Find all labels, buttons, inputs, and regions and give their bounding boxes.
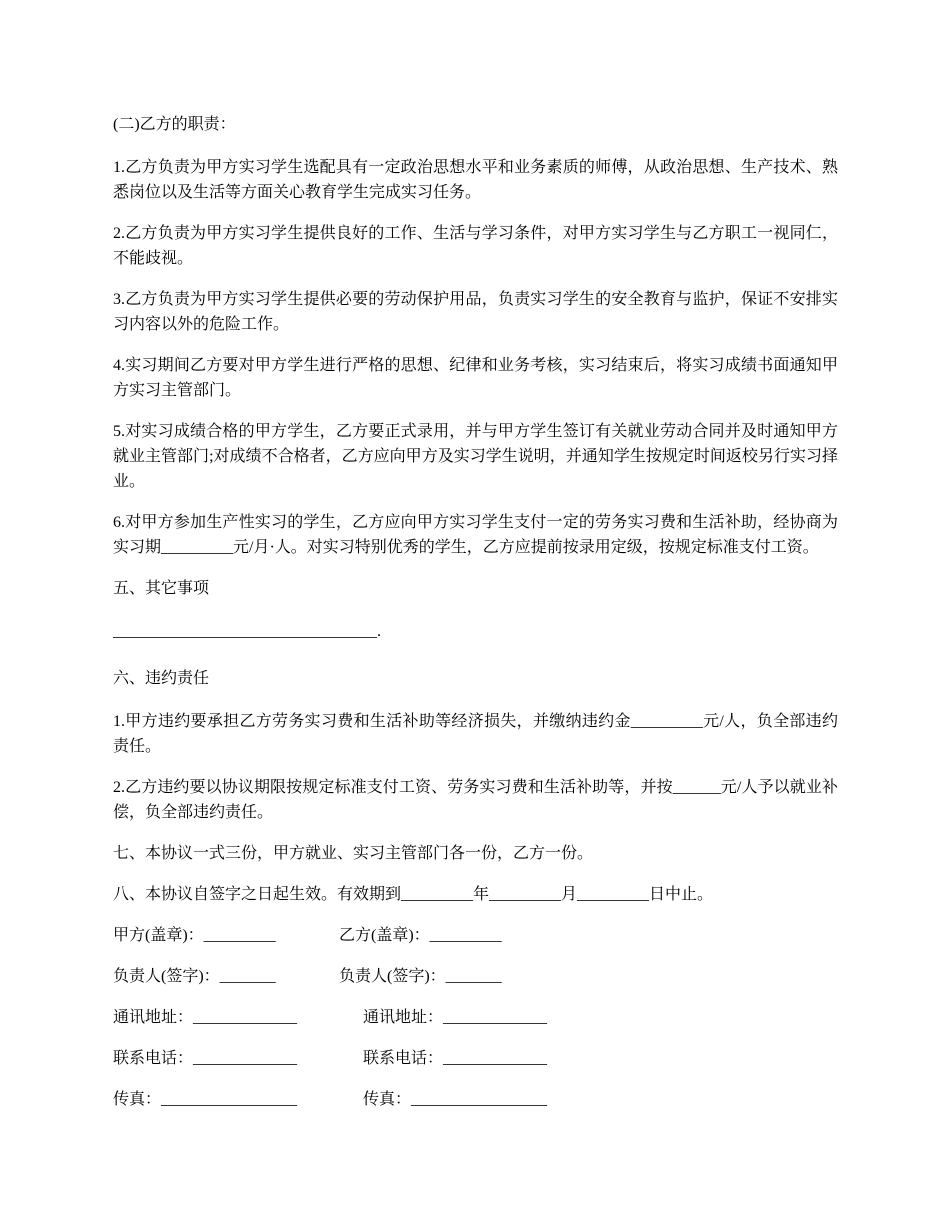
section-5-blank: _________________________________.	[113, 623, 381, 640]
party-b-seal: 乙方(盖章)：_________	[339, 927, 502, 944]
party-b-phone: 联系电话：_____________	[363, 1050, 548, 1067]
signature-row-phone	[113, 1046, 838, 1071]
party-b-fax: 传真：_________________	[363, 1091, 548, 1108]
signature-row-fax	[113, 1087, 838, 1112]
section-5-heading: 五、其它事项	[113, 580, 210, 597]
party-a-fax: 传真：_________________	[113, 1091, 298, 1108]
breach-item-2: 2.乙方违约要以协议期限按规定标准支付工资、劳务实习费和生活补助等，并按______元/人予以就业补偿，负全部违约责任。	[113, 779, 838, 821]
duty-item-4: 4.实习期间乙方要对甲方学生进行严格的思想、纪律和业务考核，实习结束后，将实习成绩书面通知甲方实习主管部门。	[113, 357, 838, 399]
duty-item-1: 1.乙方负责为甲方实习学生选配具有一定政治思想水平和业务素质的师傅，从政治思想、生产技术、熟悉岗位以及生活等方面关心教育学生完成实习任务。	[113, 159, 838, 201]
party-a-rep: 负责人(签字)：_______	[113, 968, 276, 985]
section-7: 七、本协议一式三份，甲方就业、实习主管部门各一份，乙方一份。	[113, 845, 594, 862]
document-page	[113, 112, 838, 1128]
section-8: 八、本协议自签字之日起生效。有效期到_________年_________月_________日中止。	[113, 886, 714, 903]
breach-item-1: 1.甲方违约要承担乙方劳务实习费和生活补助等经济损失，并缴纳违约金_________元/人，负全部违约责任。	[113, 713, 838, 755]
duty-item-2: 2.乙方负责为甲方实习学生提供良好的工作、生活与学习条件，对甲方实习学生与乙方职工一视同仁，不能歧视。	[113, 225, 838, 267]
party-b-address: 通讯地址：_____________	[363, 1009, 548, 1026]
duty-item-5: 5.对实习成绩合格的甲方学生，乙方要正式录用，并与甲方学生签订有关就业劳动合同并及时通知甲方就业主管部门;对成绩不合格者，乙方应向甲方及实习学生说明，并通知学生按规定时间返校另行实习择业。	[113, 423, 838, 490]
signature-row-rep	[113, 964, 838, 989]
party-b-rep: 负责人(签字)：_______	[339, 968, 502, 985]
signature-row-seal	[113, 923, 838, 948]
section-6-heading: 六、违约责任	[113, 670, 210, 687]
party-a-seal: 甲方(盖章)：_________	[113, 927, 276, 944]
signature-row-address	[113, 1005, 838, 1030]
duty-item-3: 3.乙方负责为甲方实习学生提供必要的劳动保护用品，负责实习学生的安全教育与监护，保证不安排实习内容以外的危险工作。	[113, 291, 838, 333]
section-b-heading: (二)乙方的职责：	[113, 116, 236, 133]
party-a-phone: 联系电话：_____________	[113, 1050, 298, 1067]
duty-item-6: 6.对甲方参加生产性实习的学生，乙方应向甲方实习学生支付一定的劳务实习费和生活补助，经协商为实习期_________元/月·人。对实习特别优秀的学生，乙方应提前按录用定级，按规定标准支付工资。	[113, 514, 838, 556]
party-a-address: 通讯地址：_____________	[113, 1009, 298, 1026]
